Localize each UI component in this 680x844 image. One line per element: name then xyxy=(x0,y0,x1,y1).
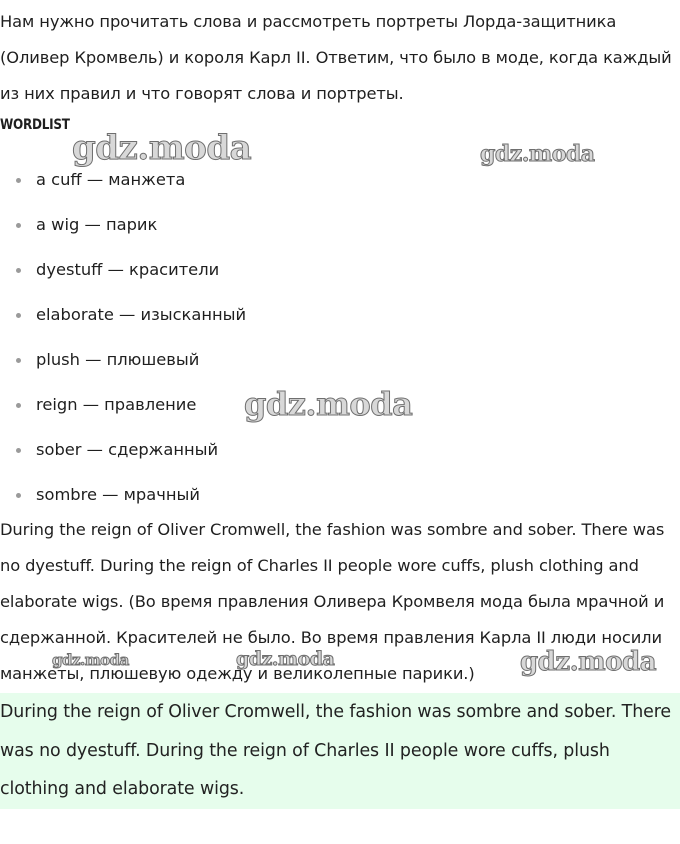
list-item xyxy=(0,342,680,387)
bullet-icon xyxy=(16,223,21,228)
wordlist-entry: elaborate — изысканный xyxy=(36,305,247,324)
wordlist xyxy=(0,162,680,522)
bullet-icon xyxy=(16,358,21,363)
watermark-logo: gdz.moda xyxy=(72,128,252,168)
list-item xyxy=(0,297,680,342)
bullet-icon xyxy=(16,493,21,498)
watermark-logo: gdz.moda xyxy=(236,648,335,670)
bullet-icon xyxy=(16,448,21,453)
bullet-icon xyxy=(16,268,21,273)
explanation-paragraph: During the reign of Oliver Cromwell, the fashion was sombre and sober. There was no dyestuff. During the reign of Charles II people wore cuffs, plush clothing and elaborate wigs. (Во время правления Оливера Кромвеля мода была мрачной и сдержанной. Красителей не было. Во время правления Карла II люди носили манжеты, плюшевую одежду и великолепные парики.) xyxy=(0,520,665,683)
bullet-icon xyxy=(16,178,21,183)
list-item xyxy=(0,432,680,477)
wordlist-entry: a cuff — манжета xyxy=(36,170,186,189)
list-item xyxy=(0,252,680,297)
watermark-logo: gdz.moda xyxy=(520,647,657,677)
wordlist-entry: sober — сдержанный xyxy=(36,440,219,459)
intro-paragraph: Нам нужно прочитать слова и рассмотреть портреты Лорда-защитника (Оливер Кромвель) и короля Карл II. Ответим, что было в моде, когда каждый из них правил и что говорят слова и портреты. xyxy=(0,12,672,103)
wordlist-entry: reign — правление xyxy=(36,395,197,414)
list-item xyxy=(0,387,680,432)
list-item xyxy=(0,207,680,252)
wordlist-entry: a wig — парик xyxy=(36,215,158,234)
watermark-logo: gdz.moda xyxy=(480,141,595,167)
wordlist-heading: WORDLIST xyxy=(0,117,70,133)
bullet-icon xyxy=(16,403,21,408)
answer-box xyxy=(0,693,680,809)
watermark-logo: gdz.moda xyxy=(244,385,413,423)
list-item xyxy=(0,162,680,207)
wordlist-entry: sombre — мрачный xyxy=(36,485,200,504)
bullet-icon xyxy=(16,313,21,318)
answer-text: During the reign of Oliver Cromwell, the fashion was sombre and sober. There was no dyestuff. During the reign of Charles II people wore cuffs, plush clothing and elaborate wigs. xyxy=(0,702,671,799)
wordlist-entry: dyestuff — красители xyxy=(36,260,220,279)
watermark-logo: gdz.moda xyxy=(52,651,129,669)
wordlist-entry: plush — плюшевый xyxy=(36,350,200,369)
